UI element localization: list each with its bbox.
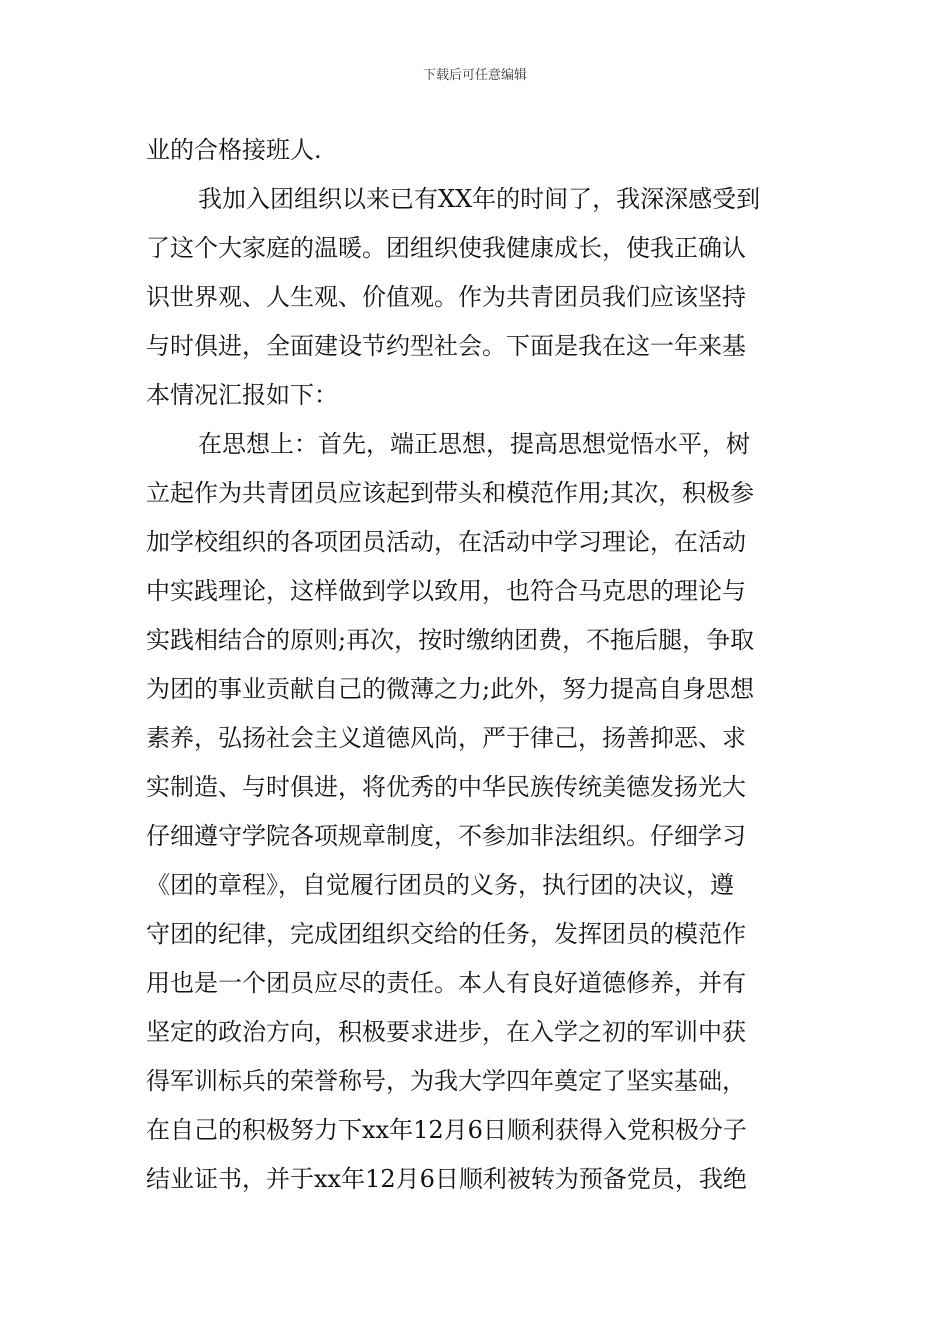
text-line: 得军训标兵的荣誉称号，为我大学四年奠定了坚实基础， <box>146 1067 746 1095</box>
text-line: 中实践理论，这样做到学以致用，也符合马克思的理论与 <box>146 577 746 605</box>
text-line: 我加入团组织以来已有XX年的时间了，我深深感受到 <box>198 185 761 213</box>
text-line: 实践相结合的原则;再次，按时缴纳团费，不拖后腿，争取 <box>146 626 755 654</box>
text-line: 本情况汇报如下： <box>146 381 338 409</box>
text-line: 了这个大家庭的温暖。团组织使我健康成长，使我正确认 <box>146 234 746 262</box>
text-line: 仔细遵守学院各项规章制度，不参加非法组织。仔细学习 <box>146 822 746 850</box>
text-line: 业的合格接班人. <box>146 136 322 164</box>
text-line: 与时俱进，全面建设节约型社会。下面是我在这一年来基 <box>146 332 746 360</box>
text-line: 为团的事业贡献自己的微薄之力;此外，努力提高自身思想 <box>146 675 755 703</box>
text-line: 加学校组织的各项团员活动，在活动中学习理论，在活动 <box>146 528 746 556</box>
text-line: 素养，弘扬社会主义道德风尚，严于律己，扬善抑恶、求 <box>146 724 746 752</box>
text-line: 坚定的政治方向，积极要求进步，在入学之初的军训中获 <box>146 1018 746 1046</box>
text-line: 结业证书，并于xx年12月6日顺利被转为预备党员，我绝 <box>146 1165 747 1193</box>
text-line: 立起作为共青团员应该起到带头和模范作用;其次，积极参 <box>146 479 755 507</box>
text-line: 实制造、与时俱进，将优秀的中华民族传统美德发扬光大 <box>146 773 746 801</box>
text-line: 守团的纪律，完成团组织交给的任务，发挥团员的模范作 <box>146 920 746 948</box>
text-line: 在思想上：首先，端正思想，提高思想觉悟水平，树 <box>198 430 750 458</box>
text-line: 识世界观、人生观、价值观。作为共青团员我们应该坚持 <box>146 283 746 311</box>
text-line: 《团的章程》，自觉履行团员的义务，执行团的决议，遵 <box>146 871 734 899</box>
page-header: 下载后可任意编辑 <box>422 68 527 83</box>
text-line: 用也是一个团员应尽的责任。本人有良好道德修养，并有 <box>146 969 746 997</box>
text-line: 在自己的积极努力下xx年12月6日顺利获得入党积极分子 <box>146 1116 747 1144</box>
document-body <box>146 126 816 1204</box>
